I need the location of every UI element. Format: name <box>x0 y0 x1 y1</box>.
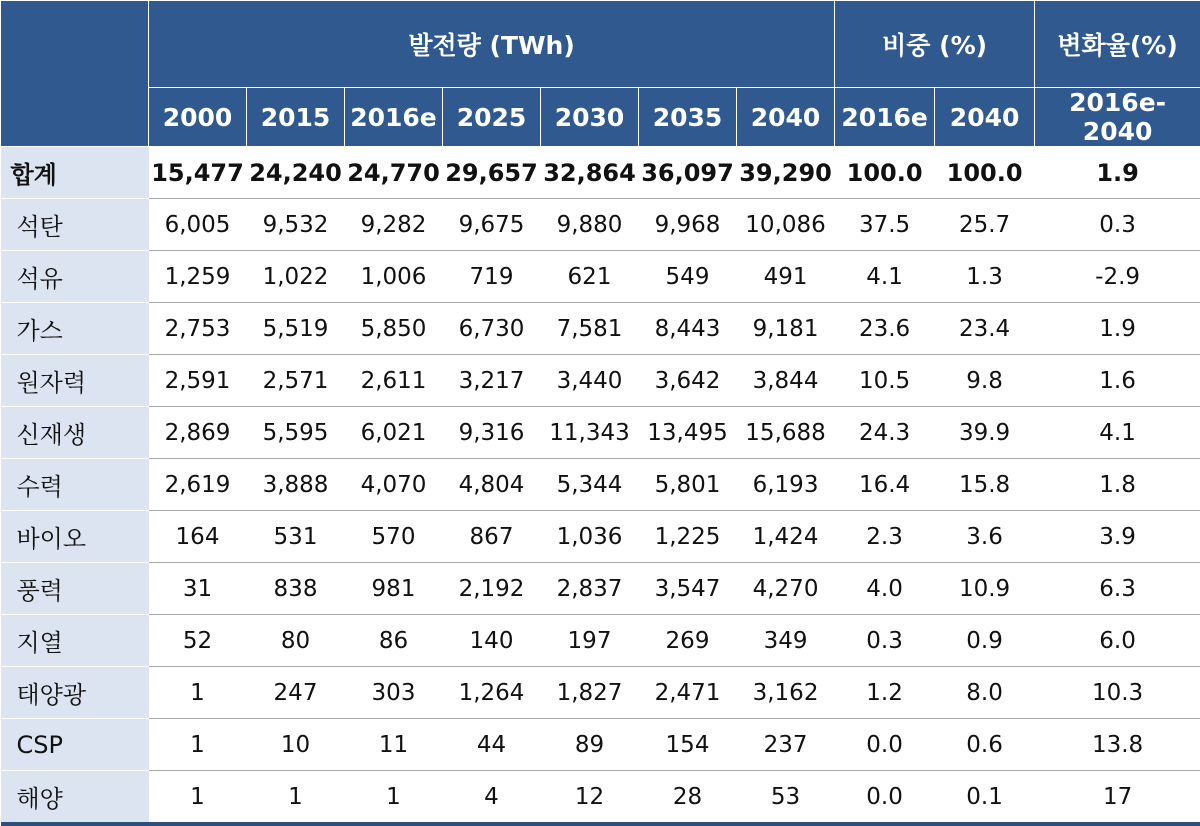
generation-cell: 1 <box>149 667 247 719</box>
generation-cell: 5,801 <box>639 459 737 511</box>
share-cell: 15.8 <box>935 459 1035 511</box>
change-cell: 6.3 <box>1035 563 1200 615</box>
change-cell: 1.9 <box>1035 147 1200 199</box>
generation-cell: 9,532 <box>247 199 345 251</box>
row-label: 해양 <box>1 771 149 825</box>
generation-cell: 10,086 <box>737 199 835 251</box>
generation-cell: 154 <box>639 719 737 771</box>
header-change: 변화율(%) <box>1035 1 1200 88</box>
generation-cell: 15,477 <box>149 147 247 199</box>
table-row <box>1 615 1200 667</box>
table-row <box>1 251 1200 303</box>
header-year: 2040 <box>737 88 835 147</box>
header-generation: 발전량 (TWh) <box>149 1 835 88</box>
generation-cell: 2,837 <box>541 563 639 615</box>
header-corner <box>1 1 149 147</box>
row-label: 태양광 <box>1 667 149 719</box>
generation-cell: 719 <box>443 251 541 303</box>
change-cell: 10.3 <box>1035 667 1200 719</box>
row-label: 수력 <box>1 459 149 511</box>
generation-cell: 5,850 <box>345 303 443 355</box>
row-label: 합계 <box>1 147 149 199</box>
table-row <box>1 199 1200 251</box>
header-year: 2016e <box>345 88 443 147</box>
table-row <box>1 771 1200 825</box>
generation-cell: 2,192 <box>443 563 541 615</box>
generation-cell: 11,343 <box>541 407 639 459</box>
change-cell: 1.8 <box>1035 459 1200 511</box>
share-cell: 10.9 <box>935 563 1035 615</box>
generation-cell: 6,021 <box>345 407 443 459</box>
generation-cell: 621 <box>541 251 639 303</box>
header-year: 2035 <box>639 88 737 147</box>
generation-cell: 4 <box>443 771 541 825</box>
table-body <box>1 147 1200 825</box>
generation-cell: 3,844 <box>737 355 835 407</box>
share-cell: 4.0 <box>835 563 935 615</box>
generation-cell: 8,443 <box>639 303 737 355</box>
header-change-period: 2016e-2040 <box>1035 88 1200 147</box>
share-cell: 39.9 <box>935 407 1035 459</box>
generation-cell: 491 <box>737 251 835 303</box>
generation-cell: 2,753 <box>149 303 247 355</box>
generation-cell: 89 <box>541 719 639 771</box>
row-label: 신재생 <box>1 407 149 459</box>
generation-cell: 80 <box>247 615 345 667</box>
share-cell: 37.5 <box>835 199 935 251</box>
share-cell: 16.4 <box>835 459 935 511</box>
row-label: 바이오 <box>1 511 149 563</box>
generation-cell: 9,880 <box>541 199 639 251</box>
table-row <box>1 303 1200 355</box>
generation-cell: 1,225 <box>639 511 737 563</box>
generation-cell: 3,217 <box>443 355 541 407</box>
generation-cell: 3,162 <box>737 667 835 719</box>
generation-cell: 1 <box>149 719 247 771</box>
generation-cell: 531 <box>247 511 345 563</box>
table-header <box>1 1 1200 147</box>
share-cell: 100.0 <box>835 147 935 199</box>
generation-cell: 2,619 <box>149 459 247 511</box>
generation-cell: 197 <box>541 615 639 667</box>
generation-cell: 39,290 <box>737 147 835 199</box>
generation-cell: 6,193 <box>737 459 835 511</box>
header-year: 2030 <box>541 88 639 147</box>
change-cell: 6.0 <box>1035 615 1200 667</box>
table-row <box>1 355 1200 407</box>
generation-cell: 52 <box>149 615 247 667</box>
share-cell: 8.0 <box>935 667 1035 719</box>
header-share: 비중 (%) <box>835 1 1035 88</box>
change-cell: -2.9 <box>1035 251 1200 303</box>
row-label: 원자력 <box>1 355 149 407</box>
generation-cell: 24,770 <box>345 147 443 199</box>
row-label: 석유 <box>1 251 149 303</box>
table-row <box>1 407 1200 459</box>
generation-cell: 12 <box>541 771 639 825</box>
row-label: 풍력 <box>1 563 149 615</box>
change-cell: 4.1 <box>1035 407 1200 459</box>
row-label: CSP <box>1 719 149 771</box>
generation-cell: 5,344 <box>541 459 639 511</box>
share-cell: 100.0 <box>935 147 1035 199</box>
change-cell: 17 <box>1035 771 1200 825</box>
share-cell: 0.9 <box>935 615 1035 667</box>
share-cell: 23.4 <box>935 303 1035 355</box>
generation-cell: 1 <box>247 771 345 825</box>
generation-cell: 29,657 <box>443 147 541 199</box>
generation-cell: 13,495 <box>639 407 737 459</box>
generation-cell: 247 <box>247 667 345 719</box>
generation-cell: 9,968 <box>639 199 737 251</box>
share-cell: 10.5 <box>835 355 935 407</box>
generation-cell: 6,730 <box>443 303 541 355</box>
share-cell: 0.1 <box>935 771 1035 825</box>
share-cell: 2.3 <box>835 511 935 563</box>
generation-cell: 164 <box>149 511 247 563</box>
share-cell: 4.1 <box>835 251 935 303</box>
share-cell: 9.8 <box>935 355 1035 407</box>
generation-cell: 9,282 <box>345 199 443 251</box>
generation-cell: 44 <box>443 719 541 771</box>
generation-cell: 2,611 <box>345 355 443 407</box>
generation-cell: 53 <box>737 771 835 825</box>
generation-cell: 9,181 <box>737 303 835 355</box>
generation-cell: 32,864 <box>541 147 639 199</box>
generation-cell: 237 <box>737 719 835 771</box>
generation-cell: 1,259 <box>149 251 247 303</box>
change-cell: 0.3 <box>1035 199 1200 251</box>
table-row <box>1 511 1200 563</box>
change-cell: 1.6 <box>1035 355 1200 407</box>
generation-cell: 28 <box>639 771 737 825</box>
generation-cell: 1,264 <box>443 667 541 719</box>
header-share-year: 2040 <box>935 88 1035 147</box>
generation-cell: 3,642 <box>639 355 737 407</box>
generation-cell: 36,097 <box>639 147 737 199</box>
generation-cell: 1,036 <box>541 511 639 563</box>
table-row <box>1 719 1200 771</box>
generation-cell: 269 <box>639 615 737 667</box>
change-cell: 13.8 <box>1035 719 1200 771</box>
change-cell: 3.9 <box>1035 511 1200 563</box>
share-cell: 1.3 <box>935 251 1035 303</box>
generation-cell: 140 <box>443 615 541 667</box>
generation-cell: 31 <box>149 563 247 615</box>
share-cell: 0.0 <box>835 771 935 825</box>
generation-cell: 3,547 <box>639 563 737 615</box>
table-row <box>1 459 1200 511</box>
share-cell: 0.6 <box>935 719 1035 771</box>
share-cell: 25.7 <box>935 199 1035 251</box>
table-row <box>1 667 1200 719</box>
generation-cell: 1 <box>345 771 443 825</box>
share-cell: 23.6 <box>835 303 935 355</box>
generation-cell: 3,888 <box>247 459 345 511</box>
generation-cell: 1,424 <box>737 511 835 563</box>
share-cell: 3.6 <box>935 511 1035 563</box>
generation-cell: 86 <box>345 615 443 667</box>
generation-cell: 2,471 <box>639 667 737 719</box>
header-year: 2015 <box>247 88 345 147</box>
generation-cell: 1,827 <box>541 667 639 719</box>
table-row <box>1 563 1200 615</box>
generation-cell: 6,005 <box>149 199 247 251</box>
generation-cell: 2,869 <box>149 407 247 459</box>
generation-cell: 1 <box>149 771 247 825</box>
share-cell: 24.3 <box>835 407 935 459</box>
generation-cell: 5,595 <box>247 407 345 459</box>
generation-cell: 349 <box>737 615 835 667</box>
generation-cell: 9,675 <box>443 199 541 251</box>
generation-cell: 5,519 <box>247 303 345 355</box>
change-cell: 1.9 <box>1035 303 1200 355</box>
generation-cell: 4,070 <box>345 459 443 511</box>
generation-cell: 3,440 <box>541 355 639 407</box>
generation-cell: 303 <box>345 667 443 719</box>
generation-cell: 15,688 <box>737 407 835 459</box>
generation-cell: 7,581 <box>541 303 639 355</box>
generation-cell: 9,316 <box>443 407 541 459</box>
row-label: 석탄 <box>1 199 149 251</box>
generation-cell: 10 <box>247 719 345 771</box>
share-cell: 1.2 <box>835 667 935 719</box>
header-share-year: 2016e <box>835 88 935 147</box>
generation-cell: 1,022 <box>247 251 345 303</box>
header-year: 2000 <box>149 88 247 147</box>
generation-cell: 2,591 <box>149 355 247 407</box>
generation-cell: 2,571 <box>247 355 345 407</box>
header-year: 2025 <box>443 88 541 147</box>
generation-cell: 4,270 <box>737 563 835 615</box>
share-cell: 0.0 <box>835 719 935 771</box>
row-label: 가스 <box>1 303 149 355</box>
generation-cell: 981 <box>345 563 443 615</box>
row-label: 지열 <box>1 615 149 667</box>
generation-cell: 24,240 <box>247 147 345 199</box>
generation-cell: 838 <box>247 563 345 615</box>
generation-cell: 1,006 <box>345 251 443 303</box>
generation-cell: 11 <box>345 719 443 771</box>
generation-cell: 4,804 <box>443 459 541 511</box>
table-row-total <box>1 147 1200 199</box>
generation-cell: 867 <box>443 511 541 563</box>
share-cell: 0.3 <box>835 615 935 667</box>
generation-cell: 549 <box>639 251 737 303</box>
generation-cell: 570 <box>345 511 443 563</box>
